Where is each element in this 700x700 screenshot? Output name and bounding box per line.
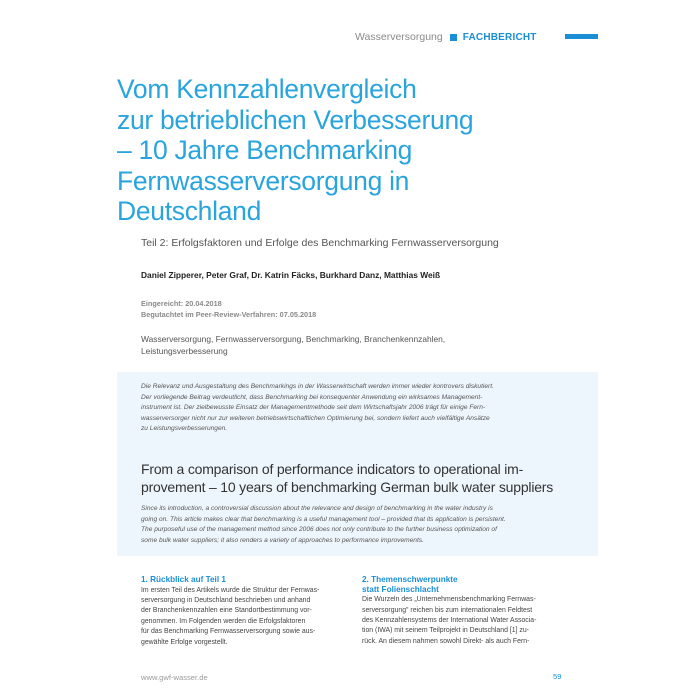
- keywords: [141, 334, 471, 357]
- body-line: für das Benchmarking Fernwasserversorgung sowie aus-: [141, 628, 316, 636]
- abstract-line: Der vorliegende Beitrag verdeutlicht, dass Benchmarking bei konsequenter Anwendung ein wirksames Management-: [141, 393, 483, 401]
- abstract-german: [141, 382, 576, 435]
- abstract-english: [141, 504, 581, 546]
- abstract-line: instrument ist. Der zielbewusste Einsatz der Managementmethode seit dem Wirtschaftsjahr 2006 trägt für einige Fern-: [141, 404, 486, 412]
- section-rueckblick: [141, 575, 337, 648]
- english-title: [141, 461, 581, 496]
- title-line: Vom Kennzahlenvergleich: [117, 74, 417, 104]
- english-title-line: From a comparison of performance indicators to operational im-: [141, 461, 524, 477]
- submitted-date: Eingereicht: 20.04.2018: [141, 299, 222, 308]
- body-line: Im ersten Teil des Artikels wurde die Struktur der Fernwas-: [141, 586, 320, 594]
- section-themenschwerpunkte: [362, 575, 558, 647]
- article-title: [117, 74, 557, 227]
- abstract-line: zu Leistungsverbesserungen.: [141, 425, 228, 433]
- section-heading-line: statt Folienschlacht: [362, 584, 439, 594]
- footer-website-link[interactable]: www.gwf-wasser.de: [141, 673, 208, 682]
- keywords-line: Wasserversorgung, Fernwasserversorgung, Benchmarking, Branchenkennzahlen,: [141, 334, 446, 344]
- abstract-line: some bulk water suppliers; it also renders a variety of approaches to performance improvements.: [141, 536, 424, 544]
- english-title-line: provement – 10 years of benchmarking German bulk water suppliers: [141, 478, 554, 495]
- section-heading-line: 1. Rückblick auf Teil 1: [141, 575, 226, 584]
- title-line: zur betrieblichen Verbesserung: [117, 104, 474, 135]
- body-line: Die Wurzeln des „Unternehmensbenchmarking Fernwas-: [362, 596, 536, 604]
- body-line: serversorgung in Deutschland beschrieben und anhand: [141, 597, 311, 604]
- abstract-line: going on. This article makes clear that benchmarking is a useful management tool – provided that its application is persistent.: [141, 515, 506, 523]
- header-section-name: Wasserversorgung: [355, 31, 443, 43]
- abstract-line: The purposeful use of the management method since 2006 does not only contribute to the further business optimization of: [141, 526, 497, 534]
- article-subtitle: Teil 2: Erfolgsfaktoren und Erfolge des Benchmarking Fernwasserversorgung: [141, 237, 499, 249]
- header-accent-bar: [565, 34, 598, 39]
- title-line: – 10 Jahre Benchmarking: [117, 135, 413, 165]
- body-line: genommen. Im Folgenden werden die Erfolgsfaktoren: [141, 617, 306, 625]
- abstract-line: wasserversorger nicht nur zur weiteren betriebswirtschaftlichen Optimierung bei, sondern liefert auch vielfältige Ansätze: [141, 414, 490, 422]
- title-line: Fernwasserversorgung in: [117, 165, 410, 196]
- abstract-line: Die Relevanz und Ausgestaltung des Benchmarkings in der Wasserwirtschaft werden immer wieder kontrovers diskutiert.: [141, 383, 494, 390]
- body-line: tion (IWA) mit seinem Teilprojekt in Deutschland [1] zu-: [362, 627, 529, 635]
- header-section-line: [355, 31, 537, 43]
- section-heading-line: 2. Themenschwerpunkte: [362, 575, 458, 584]
- section-heading: [362, 575, 558, 594]
- body-line: des Kennzahlensystems der International Water Associa-: [362, 617, 537, 624]
- page-number: 59: [553, 672, 562, 681]
- keywords-line: Leistungsverbesserung: [141, 345, 228, 356]
- reviewed-date: Begutachtet im Peer-Review-Verfahren: 07.05.2018: [141, 309, 317, 319]
- header-category-label: FACHBERICHT: [462, 31, 537, 43]
- body-line: der Branchenkennzahlen eine Standortbestimmung vor-: [141, 607, 312, 615]
- body-line: serversorgung" reichen bis zum internationalen Feldtest: [362, 606, 533, 614]
- body-line: gewählte Erfolge vorgestellt.: [141, 638, 228, 646]
- section-heading: [141, 575, 337, 585]
- author-list: Daniel Zipperer, Peter Graf, Dr. Katrin Fäcks, Burkhard Danz, Matthias Weiß: [141, 270, 441, 280]
- square-bullet-icon: [450, 34, 457, 41]
- review-dates: [141, 299, 316, 320]
- abstract-line: Since its introduction, a controversial discussion about the relevance and design of benchmarking in the water industry is: [141, 505, 493, 512]
- section-body: [362, 595, 558, 647]
- section-body: [141, 586, 337, 648]
- body-line: rück. An diesem nahmen sowohl Direkt- als auch Fern-: [362, 637, 530, 645]
- title-line: Deutschland: [117, 196, 262, 226]
